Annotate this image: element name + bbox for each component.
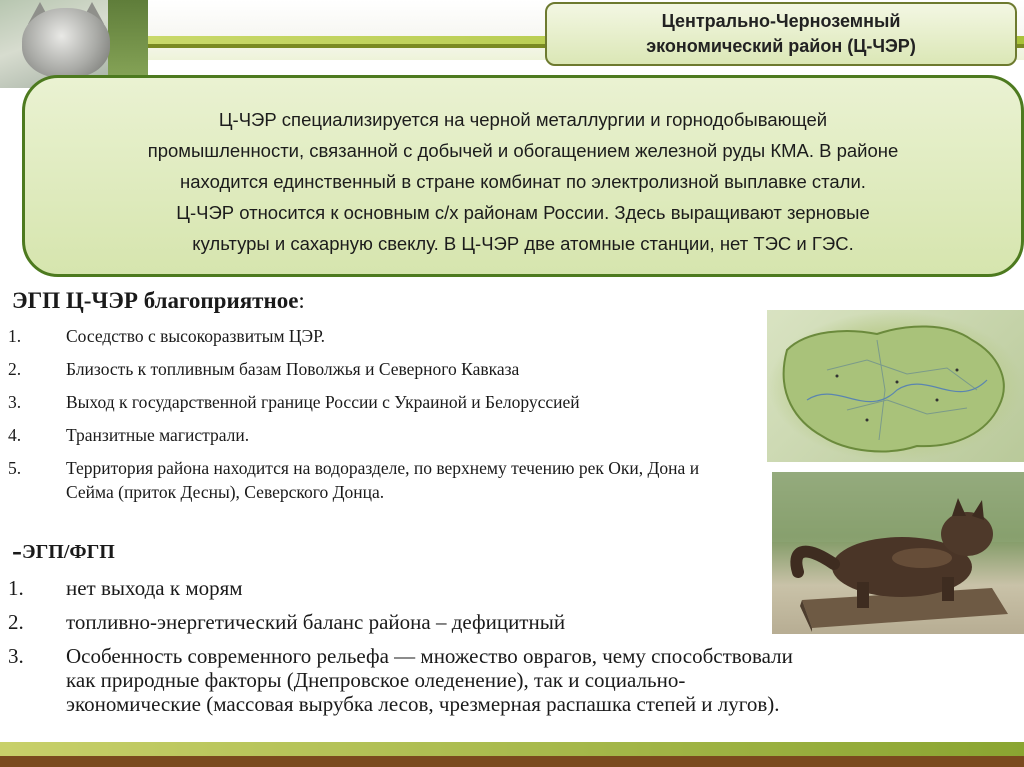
section1-heading-suffix: : [298, 288, 305, 313]
region-map-graphic [767, 310, 1024, 462]
summary-line: промышленности, связанной с добычей и обогащением железной руды КМА. В районе [147, 140, 899, 161]
section2-dash: - [12, 534, 22, 567]
list-item [8, 644, 806, 716]
list-item-text: Близость к топливным базам Поволжья и Северного Кавказа [66, 359, 520, 379]
bronze-cat-statue-photo [772, 472, 1024, 634]
photo-cat-head [22, 8, 110, 78]
list-item [8, 324, 748, 348]
list-item-number: 1. [8, 326, 22, 346]
section1-heading [12, 288, 305, 314]
list-item [8, 576, 798, 600]
summary-line: находится единственный в стране комбинат по электролизной выплавке стали. [180, 171, 866, 192]
bottom-decor-stripe [0, 742, 1024, 756]
list-item-number: 4. [8, 425, 22, 445]
list-item-number: 2. [8, 359, 22, 379]
list-item [8, 357, 748, 381]
list-item [8, 610, 798, 634]
list-item-text: Выход к государственной границе России с Украиной и Белоруссией [66, 392, 580, 412]
list-item-number: 5. [8, 458, 22, 478]
section1-heading-text: ЭГП Ц-ЧЭР благоприятное [12, 288, 299, 313]
list-item-number: 3. [8, 644, 24, 668]
list-item [8, 456, 746, 504]
list-item-number: 3. [8, 392, 22, 412]
region-map [767, 310, 1024, 462]
slide-title-line1: Центрально-Черноземный [661, 11, 901, 31]
slide-title [545, 2, 1017, 66]
list-item-text: Соседство с высокоразвитым ЦЭР. [66, 326, 326, 346]
summary-line: культуры и сахарную свеклу. В Ц-ЧЭР две атомные станции, нет ТЭС и ГЭС. [192, 233, 854, 254]
section2-list [8, 576, 798, 726]
summary-box [22, 75, 1024, 277]
list-item-text: топливно-энергетический баланс района – дефицитный [66, 610, 566, 634]
section2-heading-text: ЭГП/ФГП [22, 541, 115, 563]
list-item-number: 2. [8, 610, 24, 634]
summary-line: Ц-ЧЭР относится к основным с/х районам России. Здесь выращивают зерновые [176, 202, 870, 223]
summary-line: Ц-ЧЭР специализируется на черной металлургии и горнодобывающей [218, 109, 828, 130]
list-item [8, 423, 748, 447]
section1-list [8, 324, 748, 513]
section2-heading [12, 534, 115, 568]
slide-title-line2: экономический район (Ц-ЧЭР) [646, 36, 916, 56]
bottom-decor-stripe-dark [0, 756, 1024, 767]
list-item-text: нет выхода к морям [66, 576, 243, 600]
list-item-text: Территория района находится на водоразделе, по верхнему течению рек Оки, Дона и Сейма (приток Десны), Северского Донца. [66, 458, 700, 502]
list-item-text: Транзитные магистрали. [66, 425, 250, 445]
list-item [8, 390, 748, 414]
list-item-text: Особенность современного рельефа — множество оврагов, чему способствовали как природные факторы (Днепровское оледенение), так и социально-экономические (массовая вырубка лесов, чрезмерная распашка степей и лугов). [66, 644, 793, 716]
list-item-number: 1. [8, 576, 24, 600]
statue-graphic [772, 472, 1024, 634]
